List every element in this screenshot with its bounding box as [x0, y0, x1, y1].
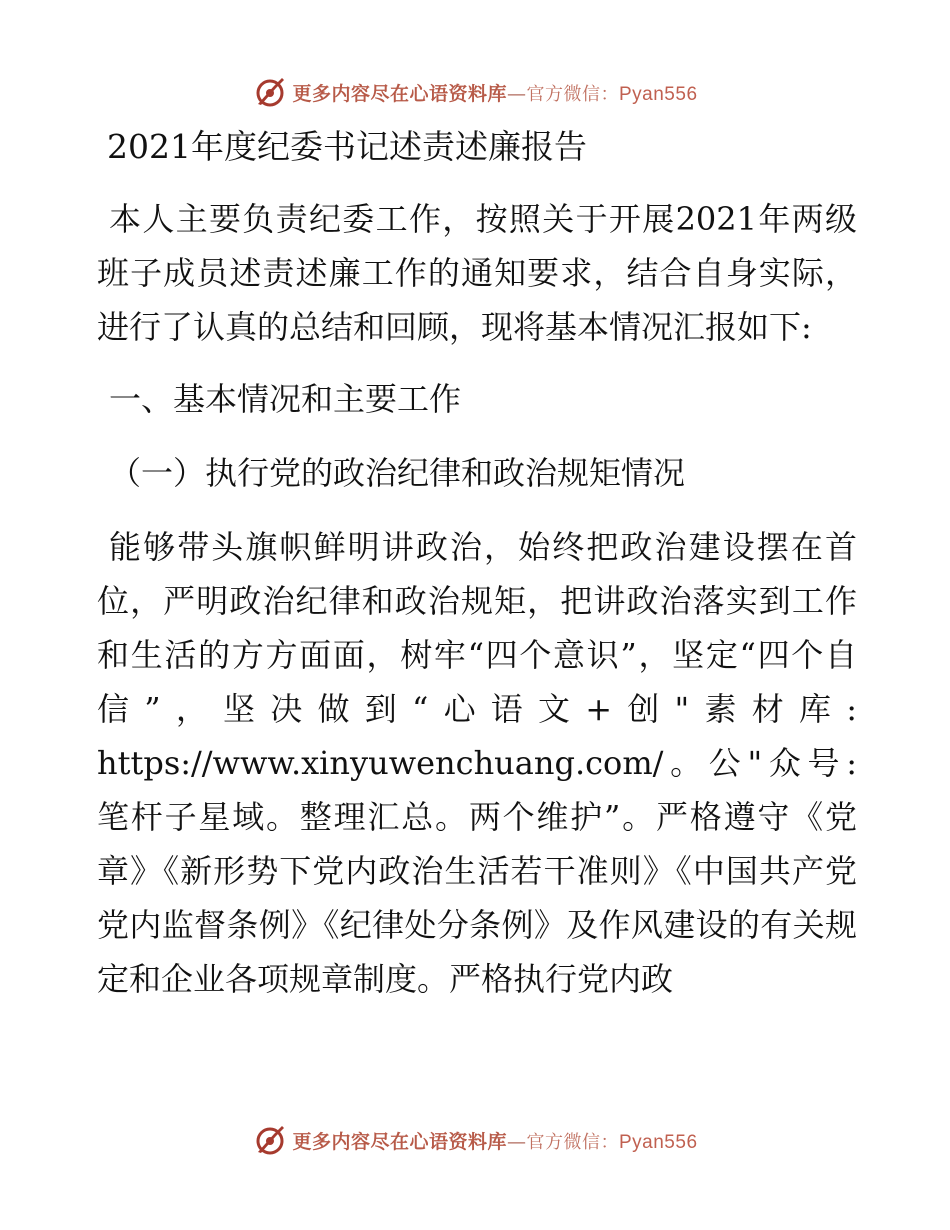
banner-wechat-label: 官方微信： [526, 1131, 619, 1153]
banner-text [292, 1127, 697, 1154]
footer-watermark-banner [0, 1120, 950, 1160]
banner-wechat-label: 官方微信： [526, 83, 619, 105]
banner-main-text: 更多内容尽在心语资料库 [292, 1130, 507, 1153]
document-body [97, 122, 857, 1006]
banner-dash: — [507, 1130, 527, 1153]
brush-logo-icon [252, 1122, 288, 1158]
banner-account: Pyan556 [619, 83, 698, 105]
header-watermark-banner [0, 72, 950, 112]
banner-account: Pyan556 [619, 1131, 698, 1153]
banner-text [292, 79, 697, 106]
brush-logo-icon [252, 74, 288, 110]
document-title: 2021年度纪委书记述责述廉报告 [107, 127, 587, 166]
body-paragraph: 能够带头旗帜鲜明讲政治，始终把政治建设摆在首位，严明政治纪律和政治规矩，把讲政治落实到工作和生活的方方面面，树牢“四个意识”，坚定“四个自信”，坚决做到“心语文+创"素材库: https://www.xinyuwenchuang.com/。公"众号: 笔杆子星域。整理汇总。两个维护”。严格遵守《党章》《新形势下党内政治生活若干准则》《中国共产党党内监督条例》《纪律处分条例》及作风建设的有关规定和企业各项规章制度。严格执行党内政 [97, 528, 857, 998]
banner-dash: — [507, 82, 527, 105]
subsection-heading: （一）执行党的政治纪律和政治规矩情况 [109, 454, 686, 492]
section-heading: 一、基本情况和主要工作 [109, 380, 462, 418]
intro-paragraph: 本人主要负责纪委工作，按照关于开展2021年两级班子成员述责述廉工作的通知要求，结合自身实际，进行了认真的总结和回顾，现将基本情况汇报如下: [97, 200, 857, 346]
banner-main-text: 更多内容尽在心语资料库 [292, 82, 507, 105]
